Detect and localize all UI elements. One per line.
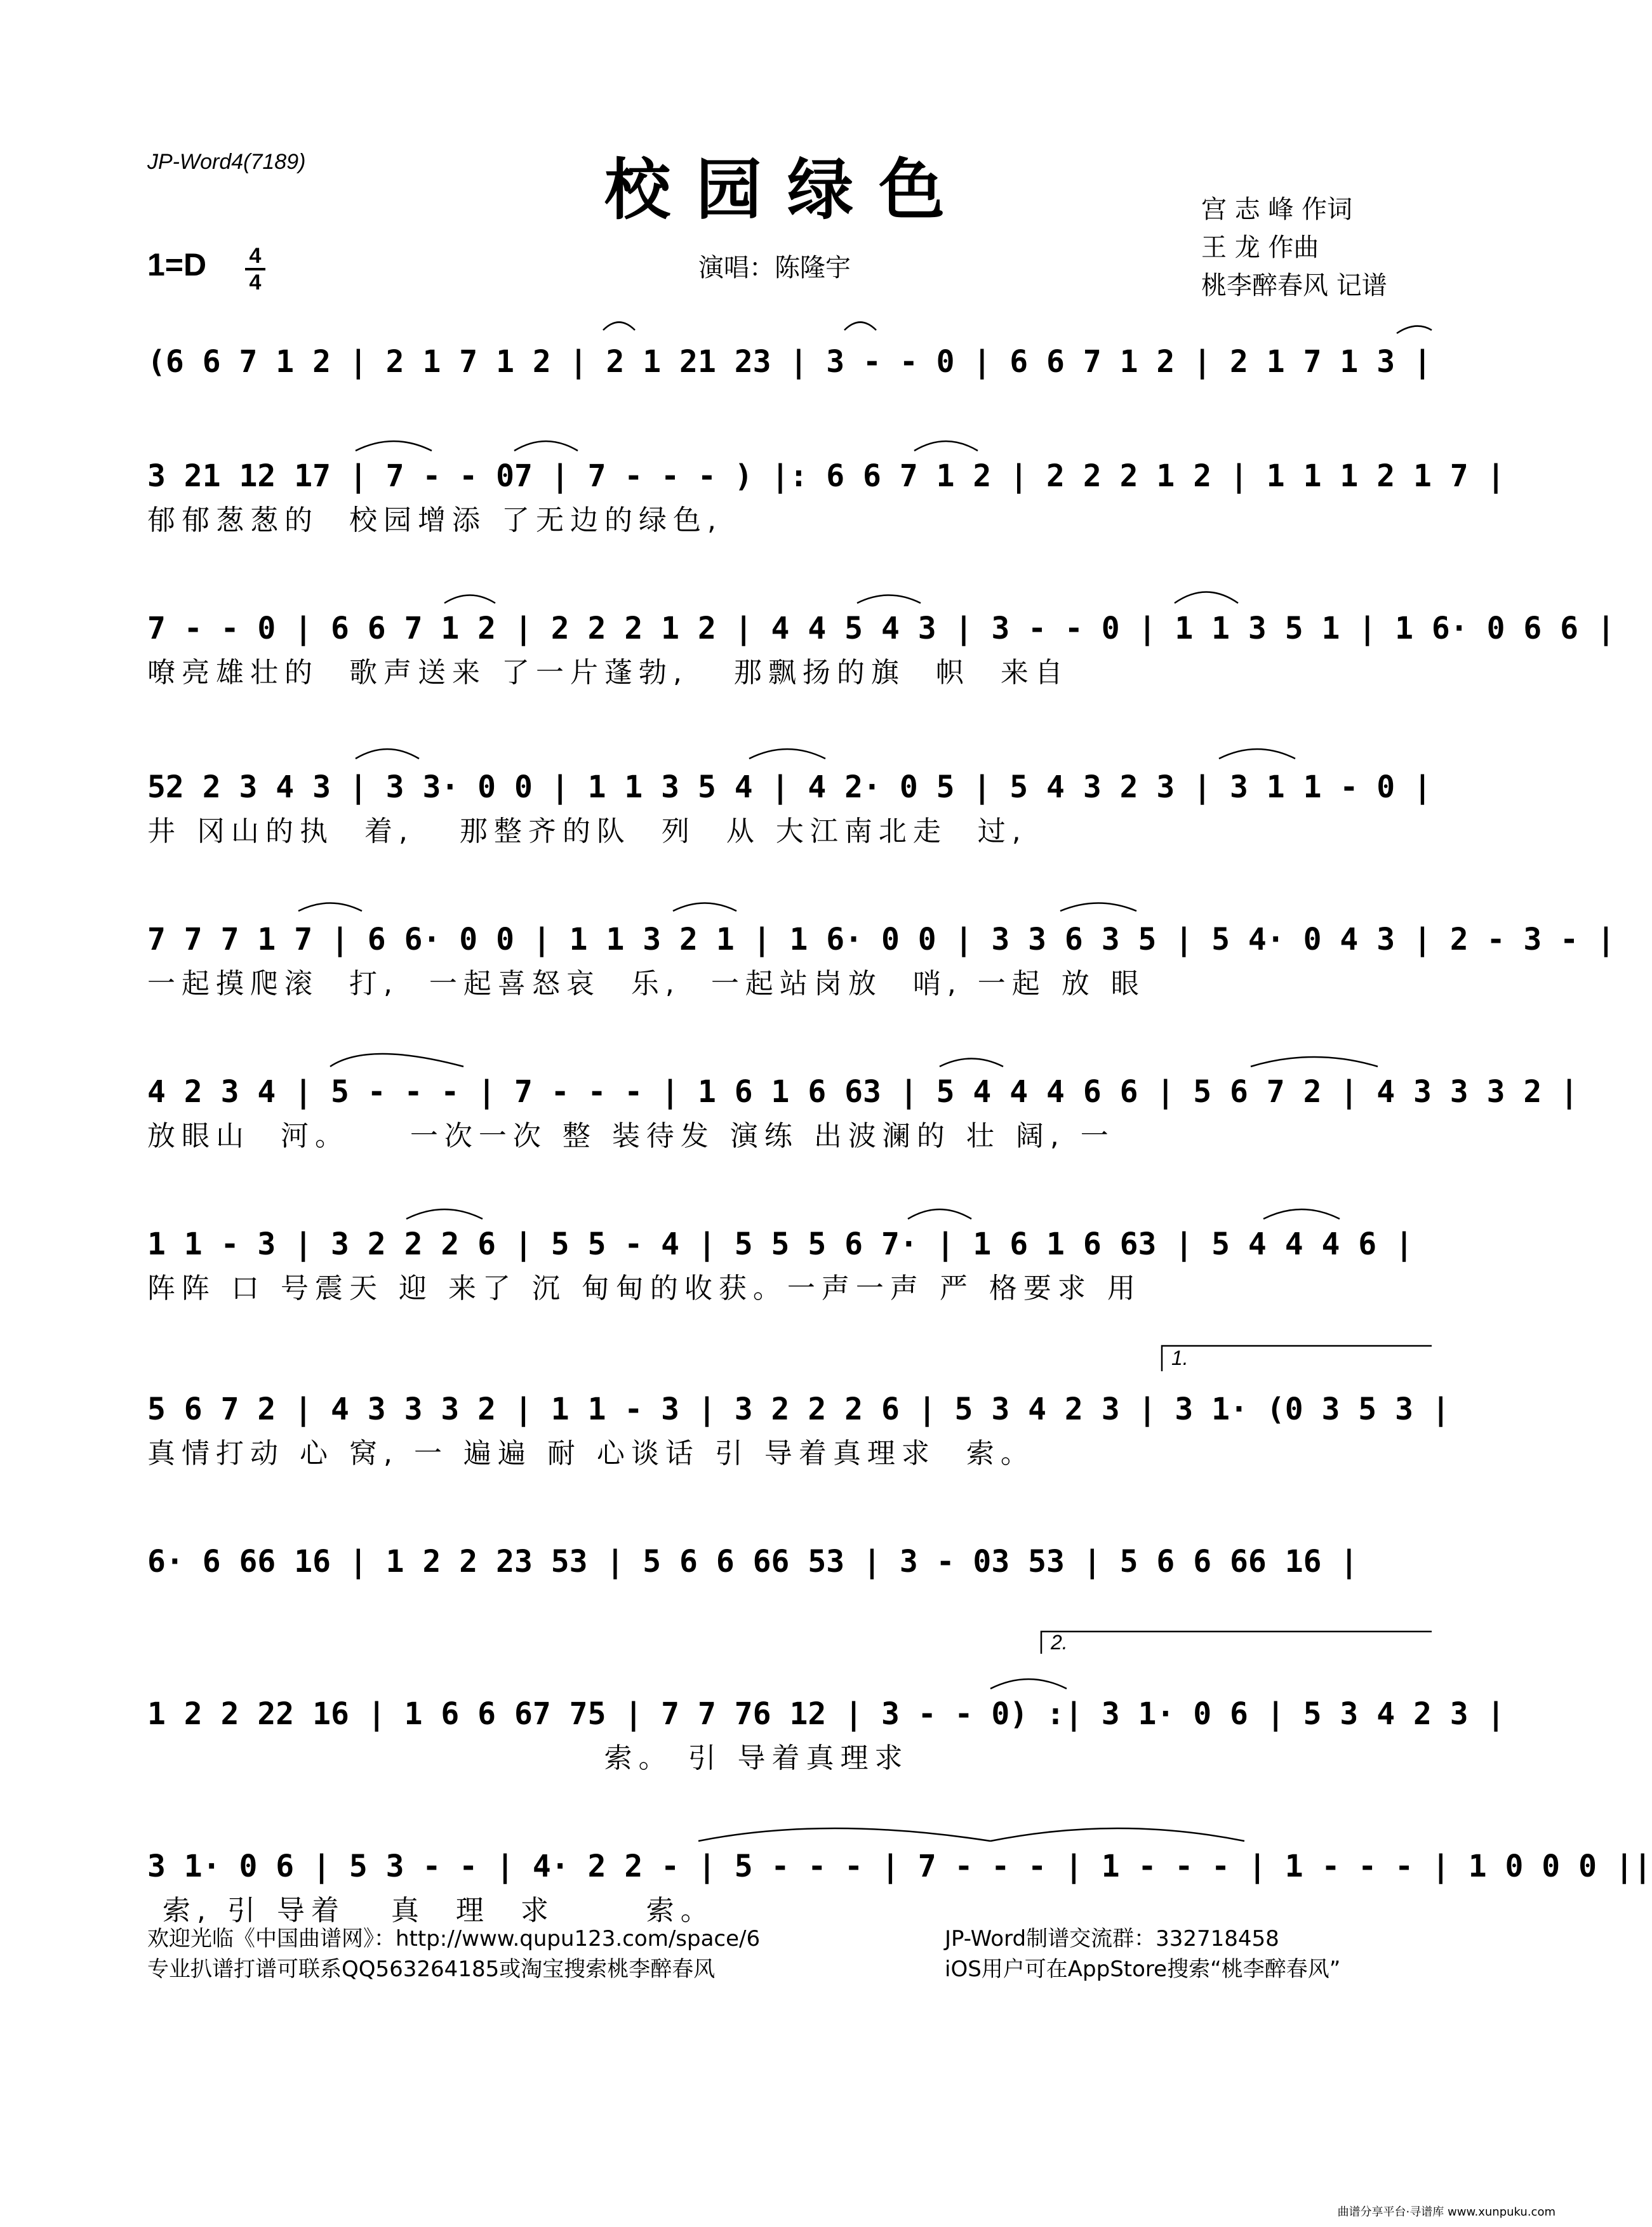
notes-line: 3 1· 0 6 | 5 3 - - | 4· 2 2 - | 5 - - - | 7 - - - | 1 - - - | 1 - - - | 1 0 0 0 || (147, 1849, 1652, 1884)
slur (673, 903, 736, 912)
key-signature: 1=D (147, 247, 207, 283)
slur (330, 1054, 463, 1067)
transcriber: 桃李醉春风 记谱 (1201, 271, 1387, 300)
slur (857, 595, 921, 604)
footer-group: JP-Word制谱交流群：332718458 (945, 1926, 1279, 1951)
slur (356, 441, 432, 451)
notes-line: 7 - - 0 | 6 6 7 1 2 | 2 2 2 1 2 | 4 4 5 4 3 | 3 - - 0 | 1 1 3 5 1 | 1 6· 0 6 6 | (147, 611, 1615, 646)
song-title: 校园绿色 (604, 150, 970, 229)
slur (444, 595, 495, 604)
singer: 演唱：陈隆宇 (698, 253, 851, 283)
notes-line: (6 6 7 1 2 | 2 1 7 1 2 | 2 1 21 23 | 3 - - 0 | 6 6 7 1 2 | 2 1 7 1 3 | (147, 344, 1432, 380)
notes-line: 52 2 3 4 3 | 3 3· 0 0 | 1 1 3 5 4 | 4 2· 0 5 | 5 4 3 2 3 | 3 1 1 - 0 | (147, 769, 1432, 805)
lyrics-line: 索, 引 导着 真 理 求 索。 (147, 1894, 715, 1927)
software-version: JP-Word4(7189) (147, 150, 306, 174)
slur (1219, 749, 1295, 759)
lyrics-line: 井 冈山的执 着, 那整齐的队 列 从 大江南北走 过, (147, 815, 1027, 848)
lyrics-line: 阵阵 口 号震天 迎 来了 沉 甸甸的收获。一声一声 严 格要求 用 (147, 1272, 1142, 1305)
slur (1397, 326, 1432, 333)
footer-left (147, 1924, 760, 1984)
slur (1175, 592, 1238, 604)
notes-line: 6· 6 66 16 | 1 2 2 23 53 | 5 6 6 66 53 | 3 - 03 53 | 5 6 6 66 16 | (147, 1544, 1359, 1579)
lyricist: 宫 志 峰 作词 (1201, 195, 1353, 224)
time-signature-top: 4 (249, 244, 262, 268)
slur (844, 322, 876, 331)
lyrics-line: 郁郁葱葱的 校园增添 了无边的绿色, (147, 504, 723, 536)
slur (1251, 1057, 1378, 1067)
footer-right (945, 1924, 1340, 1984)
slur (514, 441, 578, 451)
notes-line: 5 6 7 2 | 4 3 3 3 2 | 1 1 - 3 | 3 2 2 2 6 | 5 3 4 2 3 | 3 1· (0 3 5 3 | (147, 1392, 1450, 1427)
slur (603, 322, 635, 331)
lyrics-line: 索。 引 导着真理求 (147, 1742, 909, 1774)
slur (940, 1059, 1003, 1067)
footer-website: 欢迎光临《中国曲谱网》：http://www.qupu123.com/space/6 (147, 1926, 761, 1951)
slur (1060, 903, 1136, 912)
footer-ios: iOS用户可在AppStore搜索“桃李醉春风” (945, 1957, 1341, 1982)
notes-line: 1 1 - 3 | 3 2 2 2 6 | 5 5 - 4 | 5 5 5 6 7· | 1 6 1 6 63 | 5 4 4 4 6 | (147, 1227, 1413, 1262)
slur (1263, 1209, 1340, 1219)
footer-contact: 专业扒谱打谱可联系QQ563264185或淘宝搜索桃李醉春风 (147, 1957, 716, 1982)
volta-first-label: 1. (1171, 1346, 1189, 1369)
lyrics-line: 嘹亮雄壮的 歌声送来 了一片蓬勃, 那飘扬的旗 帜 来自 (147, 656, 1069, 689)
notes-line: 7 7 7 1 7 | 6 6· 0 0 | 1 1 3 2 1 | 1 6· 0 0 | 3 3 6 3 5 | 5 4· 0 4 3 | 2 - 3 - | (147, 922, 1615, 957)
volta-first-bracket (1162, 1346, 1432, 1371)
notes-line: 3 21 12 17 | 7 - - 07 | 7 - - - ) |: 6 6 7 1 2 | 2 2 2 1 2 | 1 1 1 2 1 7 | (147, 458, 1505, 494)
lyrics-line: 一起摸爬滚 打, 一起喜怒哀 乐, 一起站岗放 哨, 一起 放 眼 (147, 967, 1145, 1000)
composer: 王 龙 作曲 (1201, 233, 1319, 262)
volta-second-label: 2. (1051, 1631, 1068, 1654)
slur (990, 1828, 1244, 1841)
time-signature-bottom: 4 (249, 270, 262, 295)
slur (914, 441, 978, 451)
lyrics-line: 真情打动 心 窝, 一 遍遍 耐 心谈话 引 导着真理求 索。 (147, 1437, 1035, 1470)
slur (698, 1828, 990, 1841)
slur (356, 749, 419, 759)
volta-second-bracket (1041, 1632, 1432, 1654)
notes-line: 1 2 2 22 16 | 1 6 6 67 75 | 7 7 76 12 | 3 - - 0) :| 3 1· 0 6 | 5 3 4 2 3 | (147, 1696, 1505, 1732)
lyrics-line: 放眼山 河。 一次一次 整 装待发 演练 出波澜的 壮 阔, 一 (147, 1120, 1115, 1152)
slur (406, 1209, 483, 1219)
watermark: 曲谱分享平台·寻谱库 www.xunpuku.com (1337, 2205, 1555, 2219)
slur (908, 1209, 971, 1219)
slur (990, 1679, 1067, 1689)
slur (749, 749, 825, 759)
notes-line: 4 2 3 4 | 5 - - - | 7 - - - | 1 6 1 6 63 | 5 4 4 4 6 6 | 5 6 7 2 | 4 3 3 3 2 | (147, 1074, 1579, 1110)
slur (298, 903, 362, 912)
